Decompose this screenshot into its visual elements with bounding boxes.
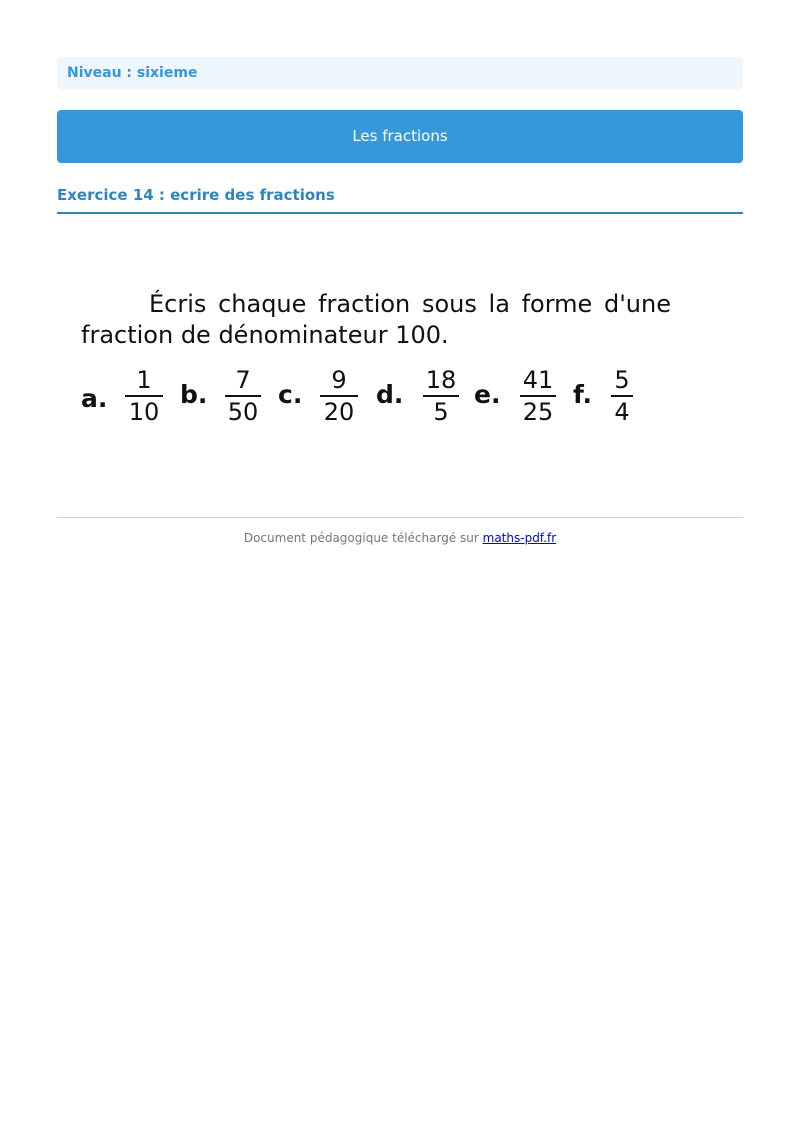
exercise-instruction: Écris chaque fraction sous la forme d'une fraction de dénominateur 100. xyxy=(81,290,671,349)
fraction-bar xyxy=(320,395,358,397)
numerator: 41 xyxy=(522,366,554,394)
footer-divider xyxy=(57,517,743,518)
fraction-bar xyxy=(225,395,261,397)
item-label: f. xyxy=(573,380,593,409)
fraction-bar xyxy=(611,395,633,397)
item-label: e. xyxy=(474,380,501,409)
fraction xyxy=(520,366,556,426)
numerator: 18 xyxy=(425,366,457,394)
denominator: 50 xyxy=(227,398,259,426)
fraction-bar xyxy=(520,395,556,397)
fraction xyxy=(320,366,358,426)
numerator: 1 xyxy=(136,366,152,394)
exercise-title: Exercice 14 : ecrire des fractions xyxy=(57,186,743,214)
footer xyxy=(57,530,743,546)
item-label: c. xyxy=(278,380,303,409)
level-bar xyxy=(57,57,743,89)
item-label: a. xyxy=(81,384,108,413)
item-label: b. xyxy=(180,380,208,409)
fraction xyxy=(125,366,163,426)
item-label: d. xyxy=(376,380,404,409)
title-banner xyxy=(57,110,743,163)
level-label: Niveau : sixieme xyxy=(67,65,198,81)
fraction-bar xyxy=(125,395,163,397)
numerator: 5 xyxy=(614,366,630,394)
denominator: 5 xyxy=(433,398,449,426)
numerator: 7 xyxy=(235,366,251,394)
denominator: 4 xyxy=(614,398,630,426)
footer-link[interactable]: maths-pdf.fr xyxy=(482,531,557,545)
denominator: 25 xyxy=(522,398,554,426)
page-title: Les fractions xyxy=(352,127,448,145)
denominator: 10 xyxy=(128,398,160,426)
footer-text: Document pédagogique téléchargé sur xyxy=(243,531,483,545)
denominator: 20 xyxy=(323,398,355,426)
fraction xyxy=(611,366,633,426)
numerator: 9 xyxy=(331,366,347,394)
fraction xyxy=(225,366,261,426)
fraction-bar xyxy=(423,395,459,397)
fraction xyxy=(423,366,459,426)
